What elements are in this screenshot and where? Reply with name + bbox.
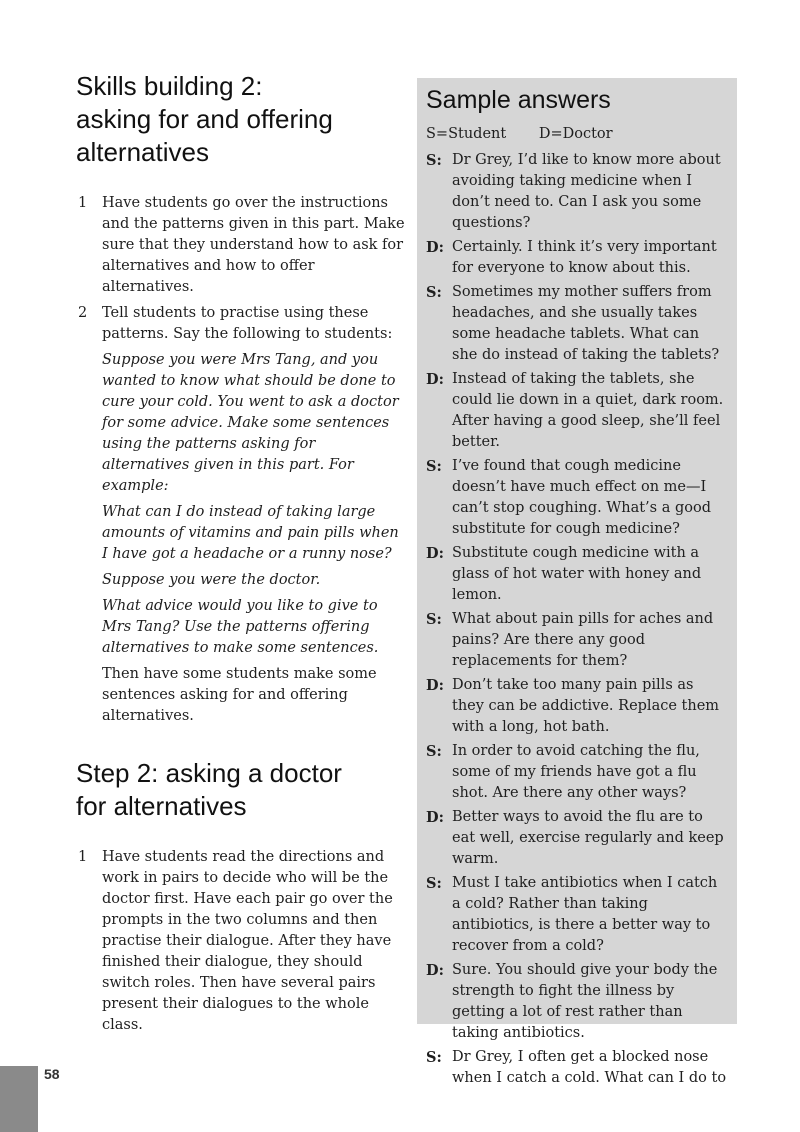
dialogue: [426, 150, 727, 1089]
speaker-label: S:: [426, 743, 442, 760]
skills-steps-list: [76, 193, 406, 727]
dialogue-line: [426, 237, 727, 279]
dialogue-line: [426, 369, 727, 453]
heading-line: alternatives: [76, 137, 209, 167]
dialogue-text: Dr Grey, I’d like to know more about avoiding taking medicine when I don’t need to. Can I ask you some questions?: [452, 152, 721, 231]
speaker-label: S:: [426, 611, 442, 628]
dialogue-text: Certainly. I think it’s very important for everyone to know about this.: [452, 239, 717, 276]
heading-line: Step 2: asking a doctor: [76, 758, 342, 788]
section-heading-step-2: [76, 757, 406, 823]
dialogue-text: Don’t take too many pain pills as they can be addictive. Replace them with a long, hot bath.: [452, 677, 720, 735]
step-item: [76, 193, 406, 298]
dialogue-text: Sometimes my mother suffers from headaches, and she usually takes some headache tablets. What can she do instead of taking the tablets?: [452, 284, 720, 363]
dialogue-text: In order to avoid catching the flu, some of my friends have got a flu shot. Are there any other ways?: [452, 743, 700, 801]
speaker-label: D:: [426, 809, 444, 826]
legend-doctor: D=Doctor: [538, 126, 613, 142]
speaker-label: S:: [426, 1049, 442, 1066]
step-number: 1: [78, 195, 88, 211]
dialogue-line: [426, 1047, 727, 1089]
dialogue-text: Must I take antibiotics when I catch a cold? Rather than taking antibiotics, is there a better way to recover from a cold?: [452, 875, 718, 954]
step-number: 2: [78, 305, 88, 321]
speaker-label: D:: [426, 371, 444, 388]
example-paragraph: What advice would you like to give to Mrs Tang? Use the patterns offering alternatives to make some sentences.: [102, 598, 379, 656]
dialogue-line: [426, 807, 727, 870]
speaker-label: S:: [426, 152, 442, 169]
heading-line: asking for and offering: [76, 104, 333, 134]
example-paragraph: Suppose you were Mrs Tang, and you wanted to know what should be done to cure your cold. You went to ask a doctor for some advice. Make some sentences using the patterns asking for alternatives given in this part. For example:: [102, 352, 399, 494]
sample-answers-title: Sample answers: [426, 86, 611, 114]
left-column: [76, 70, 406, 1041]
dialogue-text: Substitute cough medicine with a glass of hot water with honey and lemon.: [452, 545, 702, 603]
speaker-label: D:: [426, 545, 444, 562]
dialogue-line: [426, 741, 727, 804]
dialogue-text: I’ve found that cough medicine doesn’t have much effect on me—I can’t stop coughing. What’s a good substitute for cough medicine?: [452, 458, 711, 537]
step-number: 1: [78, 849, 88, 865]
dialogue-text: Better ways to avoid the flu are to eat well, exercise regularly and keep warm.: [452, 809, 724, 867]
dialogue-text: Instead of taking the tablets, she could lie down in a quiet, dark room. After having a good sleep, she’ll feel better.: [452, 371, 724, 450]
step2-list: [76, 847, 406, 1036]
example-paragraph: Suppose you were the doctor.: [102, 572, 321, 588]
heading-line: for alternatives: [76, 791, 247, 821]
dialogue-text: What about pain pills for aches and pains? Are there any good replacements for them?: [452, 611, 714, 669]
speaker-label: S:: [426, 458, 442, 475]
speaker-label: D:: [426, 962, 444, 979]
legend-student: S=Student: [426, 126, 507, 142]
speaker-label: S:: [426, 284, 442, 301]
step-paragraph: Then have some students make some sentences asking for and offering alternatives.: [102, 666, 377, 724]
speaker-label: D:: [426, 239, 444, 256]
sample-answers-box: [417, 78, 737, 1086]
speaker-legend: [426, 124, 727, 145]
dialogue-line: [426, 960, 727, 1044]
page-edge-tab: [0, 1066, 38, 1132]
step-item: [76, 303, 406, 727]
section-heading-skills-building: [76, 70, 406, 169]
dialogue-line: [426, 282, 727, 366]
dialogue-line: [426, 456, 727, 540]
step-paragraph: Tell students to practise using these patterns. Say the following to students:: [102, 305, 393, 342]
dialogue-line: [426, 150, 727, 234]
dialogue-line: [426, 873, 727, 957]
dialogue-line: [426, 543, 727, 606]
speaker-label: S:: [426, 875, 442, 892]
step-paragraph: Have students read the directions and work in pairs to decide who will be the doctor first. Have each pair go over the prompts in the two columns and then practise their dialogue. After they have finished their dialogue, they should switch roles. Then have several pairs present their dialogues to the whole class.: [102, 849, 393, 1033]
dialogue-text: Dr Grey, I often get a blocked nose when I catch a cold. What can I do to: [452, 1049, 727, 1086]
page-number: 58: [44, 1066, 60, 1082]
dialogue-text: Sure. You should give your body the strength to fight the illness by getting a lot of rest rather than taking antibiotics.: [452, 962, 718, 1041]
heading-line: Skills building 2:: [76, 71, 263, 101]
example-paragraph: What can I do instead of taking large amounts of vitamins and pain pills when I have got a headache or a runny nose?: [102, 504, 399, 562]
dialogue-line: [426, 675, 727, 738]
speaker-label: D:: [426, 677, 444, 694]
step-item: [76, 847, 406, 1036]
step-paragraph: Have students go over the instructions and the patterns given in this part. Make sure that they understand how to ask for alternatives and how to offer alternatives.: [102, 195, 405, 295]
dialogue-line: [426, 609, 727, 672]
